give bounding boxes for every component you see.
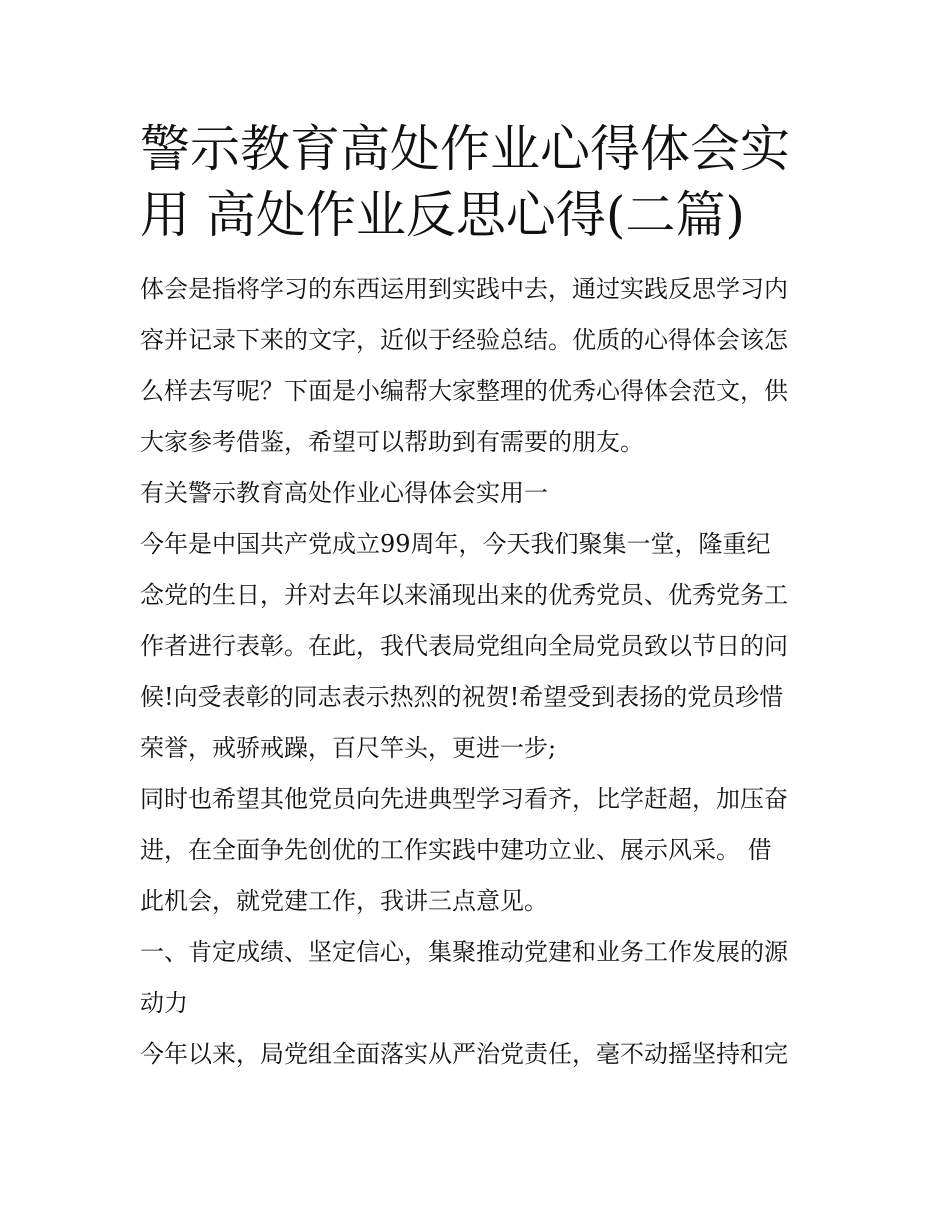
- title-line-2: 用 高处作业反思心得(二篇): [140, 186, 745, 244]
- paragraph-line: 同时也希望其他党员向先进典型学习看齐，比学赶超，加压奋: [140, 785, 788, 813]
- intro-paragraph: [140, 264, 816, 468]
- paragraph-line: 么样去写呢？下面是小编帮大家整理的优秀心得体会范文，供: [140, 377, 788, 405]
- section-heading-text: 有关警示教育高处作业心得体会实用一: [140, 479, 548, 507]
- paragraph-line: 一、肯定成绩、坚定信心，集聚推动党建和业务工作发展的源: [140, 938, 788, 966]
- document-content: [140, 116, 816, 1080]
- paragraph-line: 大家参考借鉴，希望可以帮助到有需要的朋友。: [140, 428, 644, 456]
- body-paragraph: [140, 519, 816, 774]
- subsection-heading: [140, 927, 816, 1029]
- body-paragraph: [140, 1029, 816, 1080]
- paragraph-line: 今年是中国共产党成立99周年，今天我们聚集一堂，隆重纪: [140, 530, 771, 558]
- section-heading: [140, 468, 816, 519]
- paragraph-line: 作者进行表彰。在此，我代表局党组向全局党员致以节日的问: [140, 632, 788, 660]
- paragraph-line: 体会是指将学习的东西运用到实践中去，通过实践反思学习内: [140, 275, 788, 303]
- paragraph-line: 念党的生日，并对去年以来涌现出来的优秀党员、优秀党务工: [140, 581, 788, 609]
- paragraph-line: 进，在全面争先创优的工作实践中建功立业、展示风采。 借: [140, 836, 772, 864]
- paragraph-line: 今年以来，局党组全面落实从严治党责任，毫不动摇坚持和完: [140, 1040, 788, 1068]
- paragraph-line: 动力: [140, 989, 188, 1017]
- title-line-1: 警示教育高处作业心得体会实: [140, 120, 790, 178]
- paragraph-line: 容并记录下来的文字，近似于经验总结。优质的心得体会该怎: [140, 326, 788, 354]
- paragraph-line: 候!向受表彰的同志表示热烈的祝贺!希望受到表扬的党员珍惜: [140, 683, 784, 711]
- paragraph-line: 此机会，就党建工作，我讲三点意见。: [140, 887, 548, 915]
- document-title: [140, 116, 816, 248]
- body-paragraph: [140, 774, 816, 927]
- paragraph-line: 荣誉，戒骄戒躁，百尺竿头，更进一步;: [140, 734, 557, 762]
